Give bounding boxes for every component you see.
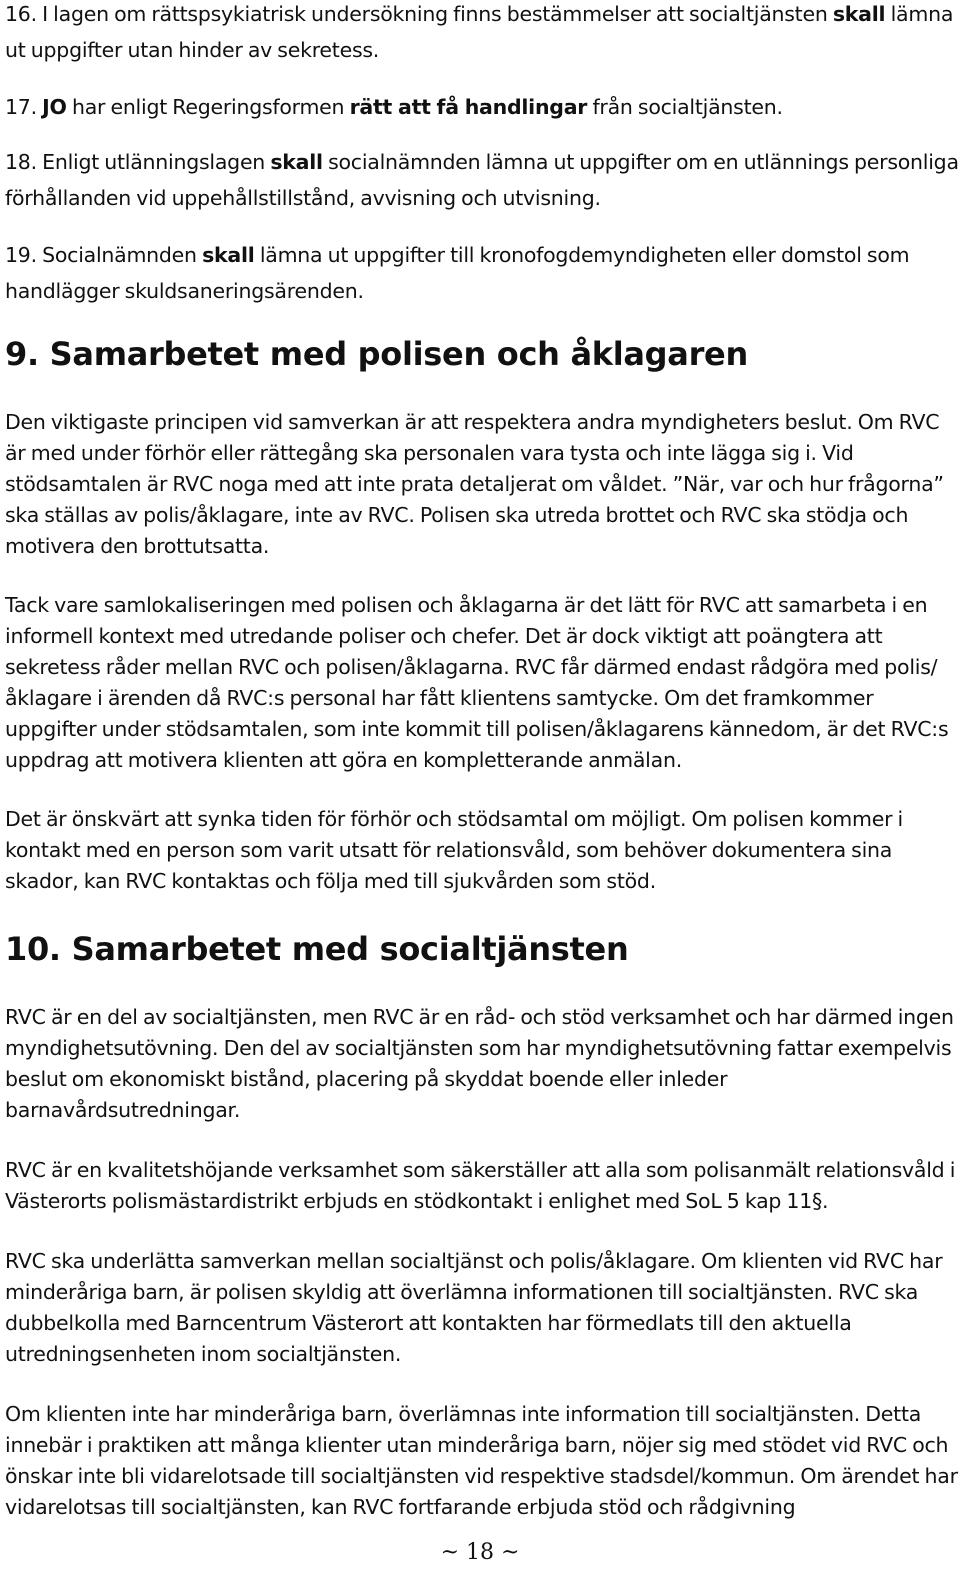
emphasis: skall — [270, 150, 323, 174]
list-item-text: 17. — [5, 95, 43, 119]
list-item-18 — [5, 144, 960, 216]
emphasis: skall — [202, 243, 255, 267]
page-number: ~ 18 ~ — [440, 1540, 520, 1565]
section-10-heading: 10. Samarbetet med socialtjänsten — [5, 930, 629, 968]
section-9-heading: 9. Samarbetet med polisen och åklagaren — [5, 335, 748, 373]
list-item-17 — [5, 89, 960, 125]
list-item-16 — [5, 0, 960, 68]
section-9-paragraph: Tack vare samlokaliseringen med polisen och åklagarna är det lätt för RVC att samarbeta i en informell kontext med utredande poliser och chefer. Det är dock viktigt att poängtera att sekretess råder mellan RVC och polisen/åklagarna. RVC får därmed endast rådgöra med polis/åklagare i ärenden då RVC:s personal har fått klientens samtycke. Om det framkommer uppgifter under stödsamtalen, som inte kommit till polisen/åklagarens kännedom, är det RVC:s uppdrag att motivera klienten att göra en kompletterande anmälan. — [5, 593, 949, 772]
section-9-paragraph: Den viktigaste principen vid samverkan är att respektera andra myndigheters beslut. Om RVC är med under förhör eller rättegång ska personalen vara tysta och inte lägga sig i. Vid stödsamtalen är RVC noga med att inte prata detaljerat om våldet. ”När, var och hur frågorna” ska ställas av polis/åklagare, inte av RVC. Polisen ska utreda brottet och RVC ska stödja och motivera den brottutsatta. — [5, 410, 944, 558]
emphasis: rätt att få handlingar — [349, 95, 588, 119]
list-item-text: lämna ut uppgifter utan hinder av sekretess. — [5, 2, 954, 62]
section-10-paragraph: RVC ska underlätta samverkan mellan socialtjänst och polis/åklagare. Om klienten vid RVC har minderåriga barn, är polisen skyldig att överlämna informationen till socialtjänsten. RVC ska dubbelkolla med Barncentrum Västerort att kontakten har förmedlats till den aktuella utredningsenheten inom socialtjänsten. — [5, 1249, 943, 1366]
list-item-text: socialnämnden lämna ut uppgifter om en utlännings personliga förhållanden vid uppehållstillstånd, avvisning och utvisning. — [5, 150, 959, 210]
emphasis: JO — [42, 95, 67, 119]
list-item-text: 18. Enligt utlänningslagen — [5, 150, 271, 174]
list-item-19 — [5, 237, 960, 309]
section-10-paragraph: RVC är en del av socialtjänsten, men RVC är en råd- och stöd verksamhet och har därmed ingen myndighetsutövning. Den del av socialtjänsten som har myndighetsutövning fattar exempelvis beslut om ekonomiskt bistånd, placering på skyddat boende eller inleder barnavårdsutredningar. — [5, 1005, 954, 1122]
section-9-paragraph: Det är önskvärt att synka tiden för förhör och stödsamtal om möjligt. Om polisen kommer i kontakt med en person som varit utsatt för relationsvåld, som behöver dokumentera sina skador, kan RVC kontaktas och följa med till sjukvården som stöd. — [5, 807, 903, 893]
list-item-text: från socialtjänsten. — [587, 95, 783, 119]
list-item-text: lämna ut uppgifter till kronofogdemyndigheten eller domstol som handlägger skuldsaneringsärenden. — [5, 243, 910, 303]
emphasis: skall — [832, 2, 886, 26]
list-item-text: har enligt Regeringsformen — [66, 95, 350, 119]
list-item-text: 16. I lagen om rättspsykiatrisk undersökning finns bestämmelser att socialtjänsten — [5, 2, 833, 26]
section-10-paragraph: Om klienten inte har minderåriga barn, överlämnas inte information till socialtjänsten. Detta innebär i praktiken att många klienter utan minderåriga barn, nöjer sig med stödet vid RVC och önskar inte bli vidarelotsade till socialtjänsten vid respektive stadsdel/kommun. Om ärendet har vidarelotsas till socialtjänsten, kan RVC fortfarande erbjuda stöd och rådgivning — [5, 1402, 958, 1519]
section-10-paragraph: RVC är en kvalitetshöjande verksamhet som säkerställer att alla som polisanmält relationsvåld i Västerorts polismästardistrikt erbjuds en stödkontakt i enlighet med SoL 5 kap 11§. — [5, 1158, 956, 1213]
list-item-text: 19. Socialnämnden — [5, 243, 203, 267]
